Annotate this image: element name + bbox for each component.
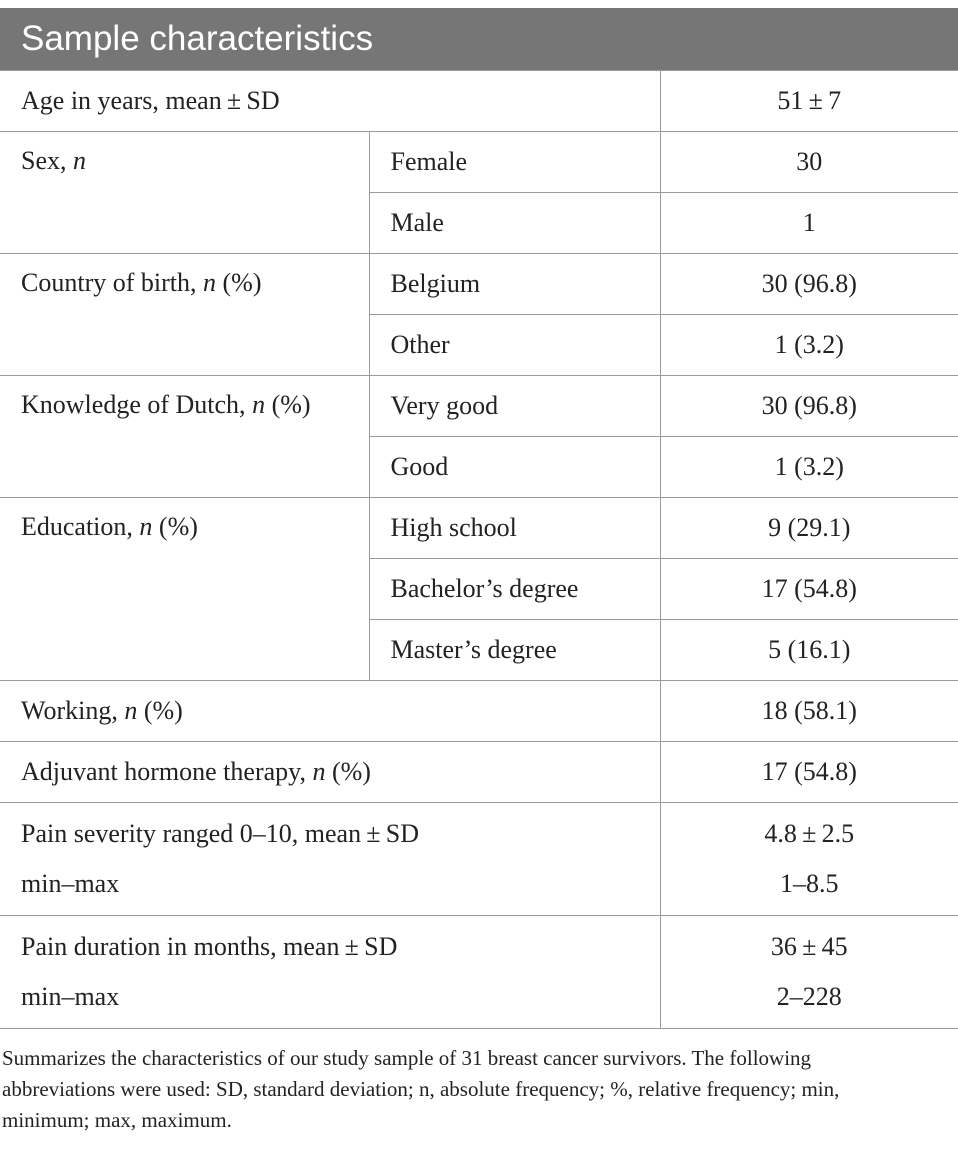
education-label: Education, n (%) [0,498,369,681]
dutch-very-good-label: Very good [369,376,660,437]
table-footnote: Summarizes the characteristics of our study sample of 31 breast cancer survivors. The following abbreviations were used: SD, standard deviation; n, absolute frequency; %, relative frequency; min, minimum; max, maximum. [2,1046,840,1132]
pain-duration-label: Pain duration in months, mean ± SD min–max [0,916,660,1029]
table-row [0,916,958,1029]
sex-label: Sex, n [0,132,369,254]
sex-female-label: Female [369,132,660,193]
table-row [0,254,958,315]
table-title: Sample characteristics [0,8,958,70]
table-row [0,71,958,132]
hormone-label: Adjuvant hormone therapy, n (%) [0,742,660,803]
sex-male-label: Male [369,193,660,254]
education-bachelor-label: Bachelor’s degree [369,559,660,620]
table-row [0,376,958,437]
dutch-very-good-value: 30 (96.8) [660,376,958,437]
education-high-school-value: 9 (29.1) [660,498,958,559]
country-label: Country of birth, n (%) [0,254,369,376]
characteristics-table [0,70,958,1029]
pain-duration-value: 36 ± 45 2–228 [660,916,958,1029]
table-row [0,742,958,803]
table-row [0,803,958,916]
education-master-value: 5 (16.1) [660,620,958,681]
working-label: Working, n (%) [0,681,660,742]
hormone-value: 17 (54.8) [660,742,958,803]
pain-severity-value: 4.8 ± 2.5 1–8.5 [660,803,958,916]
table-row [0,681,958,742]
pain-severity-label: Pain severity ranged 0–10, mean ± SD min–max [0,803,660,916]
dutch-good-value: 1 (3.2) [660,437,958,498]
table-row [0,132,958,193]
country-other-label: Other [369,315,660,376]
country-belgium-label: Belgium [369,254,660,315]
sex-female-value: 30 [660,132,958,193]
table-container [0,8,958,1136]
country-belgium-value: 30 (96.8) [660,254,958,315]
country-other-value: 1 (3.2) [660,315,958,376]
education-master-label: Master’s degree [369,620,660,681]
age-value: 51 ± 7 [660,71,958,132]
education-bachelor-value: 17 (54.8) [660,559,958,620]
age-label: Age in years, mean ± SD [0,71,660,132]
education-high-school-label: High school [369,498,660,559]
sex-male-value: 1 [660,193,958,254]
dutch-good-label: Good [369,437,660,498]
table-row [0,498,958,559]
working-value: 18 (58.1) [660,681,958,742]
dutch-label: Knowledge of Dutch, n (%) [0,376,369,498]
